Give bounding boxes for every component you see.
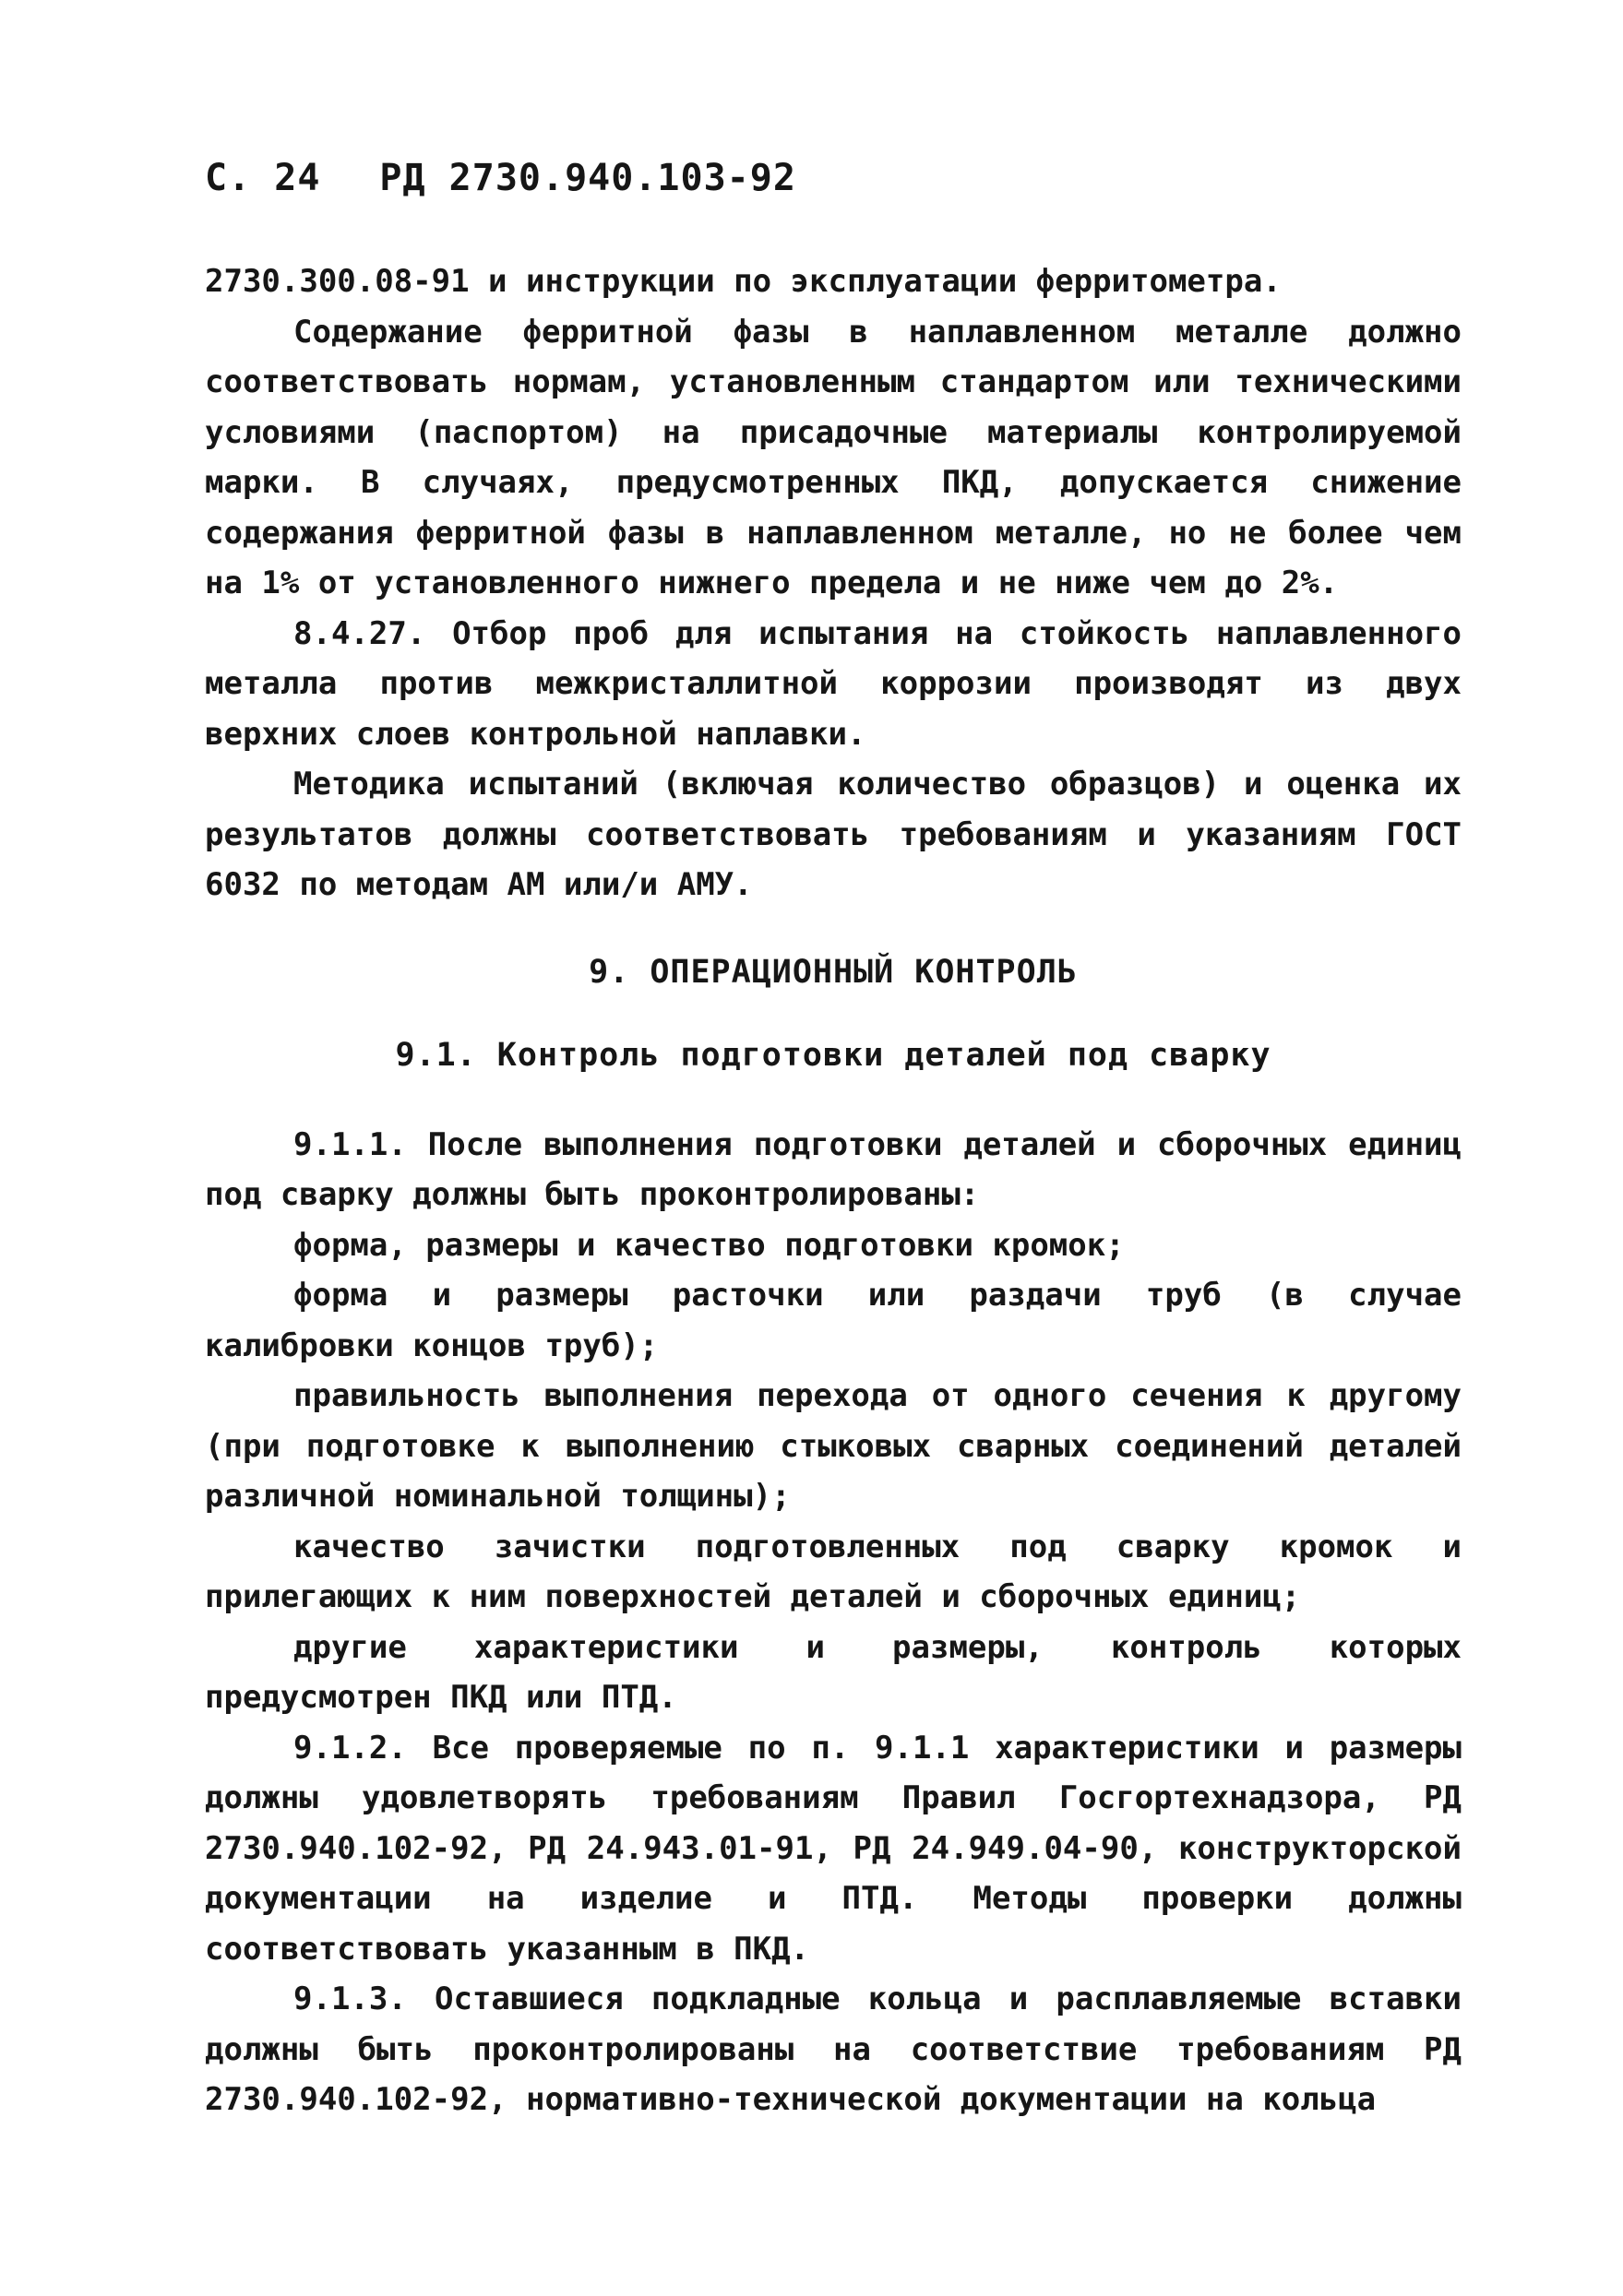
document-body	[205, 256, 1462, 2125]
paragraph-continuation: 2730.300.08-91 и инструкции по эксплуатации ферритометра.	[205, 263, 1282, 300]
page-header	[205, 157, 796, 199]
paragraph-9-1-2: 9.1.2. Все проверяемые по п. 9.1.1 характеристики и размеры должны удовлетворять требованиям Правил Госгортехнадзора, РД 2730.940.102-92, РД 24.943.01-91, РД 24.949.04-90, конструкторской документации на изделие и ПТД. Методы проверки должны соответствовать указанным в ПКД.	[205, 1729, 1462, 1968]
paragraph-ferrite-content: Содержание ферритной фазы в наплавленном металле должно соответствовать нормам, установленным стандартом или техническими условиями (паспортом) на присадочные материалы контролируемой марки. В случаях, предусмотренных ПКД, допускается снижение содержания ферритной фазы в наплавленном металле, но не более чем на 1% от установленного нижнего предела и не ниже чем до 2%.	[205, 313, 1462, 601]
page-number: С. 24	[205, 157, 321, 199]
subsection-heading: 9.1. Контроль подготовки деталей под сварку	[395, 1037, 1271, 1074]
paragraph-test-method: Методика испытаний (включая количество образцов) и оценка их результатов должны соответствовать требованиям и указаниям ГОСТ 6032 по методам АМ или/и АМУ.	[205, 766, 1462, 903]
paragraph-8-4-27: 8.4.27. Отбор проб для испытания на стойкость наплавленного металла против межкристаллитной коррозии производят из двух верхних слоев контрольной наплавки.	[205, 614, 1462, 753]
list-item: качество зачистки подготовленных под сварку кромок и прилегающих к ним поверхностей деталей и сборочных единиц;	[205, 1528, 1462, 1615]
section-heading: 9. ОПЕРАЦИОННЫЙ КОНТРОЛЬ	[589, 953, 1078, 991]
paragraph-9-1-3: 9.1.3. Оставшиеся подкладные кольца и расплавляемые вставки должны быть проконтролированы на соответствие требованиям РД 2730.940.102-92, нормативно-технической документации на кольца	[205, 1981, 1462, 2118]
paragraph-9-1-1: 9.1.1. После выполнения подготовки деталей и сборочных единиц под сварку должны быть проконтролированы:	[205, 1125, 1462, 1213]
list-item: форма, размеры и качество подготовки кромок;	[293, 1226, 1125, 1264]
document-code: РД 2730.940.103-92	[379, 157, 796, 199]
list-item: правильность выполнения перехода от одного сечения к другому (при подготовке к выполнению стыковых сварных соединений деталей различной номинальной толщины);	[205, 1377, 1462, 1515]
list-item: другие характеристики и размеры, контроль которых предусмотрен ПКД или ПТД.	[205, 1628, 1462, 1716]
list-item: форма и размеры расточки или раздачи труб (в случае калибровки концов труб);	[205, 1277, 1462, 1364]
